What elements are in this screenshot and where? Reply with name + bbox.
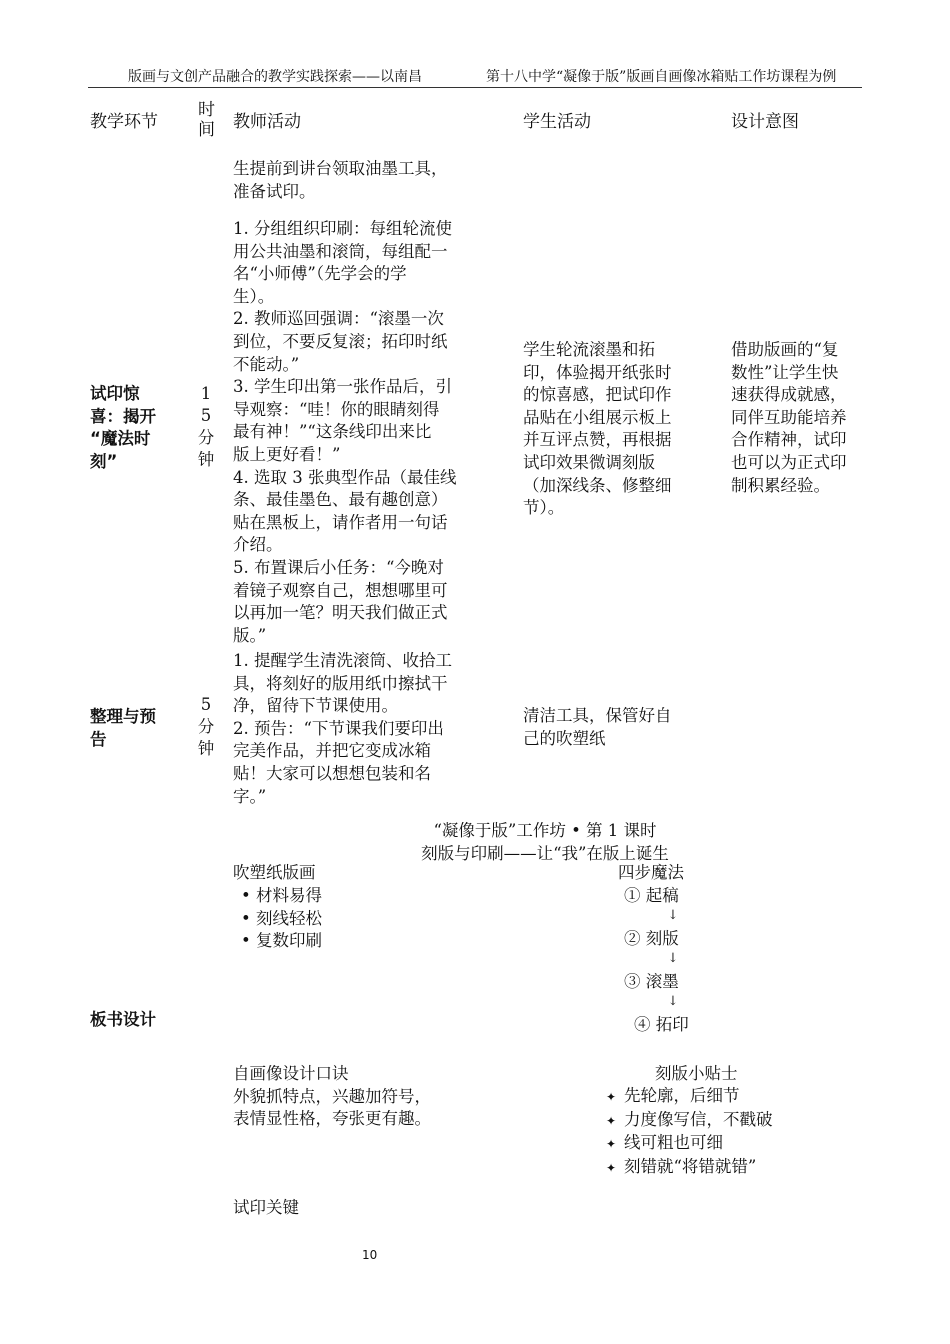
board-left-heading: 吹塑纸版画 (233, 863, 316, 882)
board-step-3: ③ 滚墨 (624, 972, 679, 991)
text-line: 3. 学生印出第一张作品后，引 (233, 377, 452, 397)
text-line: 不能动。” (233, 354, 300, 374)
bullet-icon: • (241, 908, 256, 928)
row-wrap-student (523, 705, 708, 750)
running-header-left: 版画与文创产品融合的教学实践探索——以南昌 (128, 69, 422, 85)
text-line: “魔法时 (90, 429, 151, 449)
text-line: 分 (197, 428, 215, 447)
text-line: 并互评点赞，再根据 (523, 430, 672, 450)
board-trial-key: 试印关键 (233, 1198, 299, 1217)
text-line: 制积累经验。 (731, 475, 830, 495)
text-line: 版上更好看！” (233, 444, 341, 464)
board-step-1: ① 起稿 (624, 886, 679, 905)
list-item-label: 线可粗也可细 (624, 1133, 723, 1153)
text-line: （加深线条、修整细 (523, 475, 672, 495)
arrow-down-icon: ↓ (667, 994, 679, 1009)
text-line: 贴在黑板上，请作者用一句话 (233, 512, 448, 532)
text-line: 最有神！”“这条线印出来比 (233, 422, 432, 442)
board-left-list (241, 885, 322, 953)
row-trial-stage (90, 383, 156, 473)
row-wrap-stage (90, 706, 156, 751)
row-board-stage: 板书设计 (90, 1010, 156, 1029)
row-trial-time (196, 383, 216, 471)
text-line: 己的吹塑纸 (523, 728, 606, 748)
text-line: 5 (200, 695, 212, 714)
page-number: 10 (362, 1248, 378, 1262)
board-motto (233, 1063, 431, 1131)
text-line: 字。” (233, 786, 267, 806)
text-line: 表情显性格，夸张更有趣。 (233, 1109, 431, 1129)
text-line: 2. 预告：“下节课我们要印出 (233, 718, 444, 738)
list-item (241, 885, 322, 908)
text-line: 4. 选取 3 张典型作品（最佳线 (233, 467, 457, 487)
board-motto-heading: 自画像设计口诀 (233, 1064, 349, 1083)
text-line: 节）。 (523, 498, 565, 518)
list-item-label: 刻错就“将错就错” (624, 1156, 757, 1176)
arrow-down-icon: ↓ (667, 908, 679, 923)
board-tips-list (606, 1085, 773, 1179)
text-line: 借助版画的“复 (731, 340, 839, 359)
text-line: 速获得成就感， (731, 385, 847, 405)
col-header-teacher: 教师活动 (233, 112, 301, 132)
text-line: 版。” (233, 625, 267, 645)
col-header-stage: 教学环节 (90, 112, 158, 132)
text-line: 1. 分组组织印刷：每组轮流使 (233, 219, 452, 238)
row-wrap-time (196, 694, 216, 760)
list-item (606, 1132, 773, 1156)
text-line: 喜：揭开 (90, 406, 156, 426)
text-line: 生）。 (233, 286, 275, 306)
list-item-label: 材料易得 (255, 886, 322, 905)
text-line: 净，留待下节课使用。 (233, 696, 398, 716)
col-header-student: 学生活动 (523, 112, 591, 132)
text-line: 5 (200, 406, 212, 425)
list-item (241, 930, 322, 953)
text-line: 1 (200, 384, 212, 403)
text-line: 介绍。 (233, 535, 283, 555)
col-header-time-line: 时 (198, 100, 215, 120)
text-line: 试印惊 (90, 384, 140, 403)
list-item-label: 先轮廓，后细节 (624, 1086, 740, 1105)
text-line: 准备试印。 (233, 181, 316, 201)
text-line: 名“小师傅”（先学会的学 (233, 264, 407, 284)
board-steps-heading: 四步魔法 (618, 863, 684, 882)
text-line: 刻” (90, 451, 118, 471)
text-line: 以再加一笔？明天我们做正式 (233, 603, 448, 623)
board-tips-heading: 刻版小贴士 (655, 1064, 738, 1083)
col-header-time-line: 间 (198, 120, 215, 140)
text-line: 1. 提醒学生清洗滚筒、收拾工 (233, 651, 452, 670)
board-title (340, 820, 750, 865)
text-line: 导观察：“哇！你的眼睛刻得 (233, 399, 440, 419)
text-line: 同伴互助能培养 (731, 407, 847, 427)
star-bullet-icon: ✦ (606, 1137, 617, 1152)
list-item (241, 908, 322, 931)
star-bullet-icon: ✦ (606, 1160, 617, 1175)
board-step-2: ② 刻版 (624, 929, 679, 948)
text-line: 到位，不要反复滚；拓印时纸 (233, 331, 448, 351)
text-line: 告 (90, 729, 107, 749)
text-line: 学生轮流滚墨和拓 (523, 340, 655, 359)
text-line: 也可以为正式印 (731, 452, 847, 472)
text-line: 外貌抓特点，兴趣加符号， (233, 1086, 431, 1106)
text-line: 着镜子观察自己，想想哪里可 (233, 580, 448, 600)
text-line: 钟 (197, 450, 215, 469)
text-line: 品贴在小组展示板上 (523, 407, 672, 427)
continuation-teacher (233, 158, 503, 203)
row-trial-intent (731, 339, 881, 497)
text-line: 生提前到讲台领取油墨工具， (233, 159, 448, 178)
board-step-4: ④ 拓印 (634, 1015, 689, 1034)
text-line: 具，将刻好的版用纸巾擦拭干 (233, 673, 448, 693)
arrow-down-icon: ↓ (667, 951, 679, 966)
text-line: 贴！大家可以想想包装和名 (233, 763, 431, 783)
running-header-right: 第十八中学“凝像于版”版画自画像冰箱贴工作坊课程为例 (486, 69, 837, 85)
col-header-time (198, 100, 215, 140)
bullet-icon: • (241, 931, 256, 951)
text-line: 完美作品，并把它变成冰箱 (233, 741, 431, 761)
star-bullet-icon: ✦ (606, 1090, 617, 1104)
bullet-icon: • (241, 886, 256, 905)
text-line: 2. 教师巡回强调：“滚墨一次 (233, 309, 444, 329)
text-line: 分 (197, 717, 215, 736)
text-line: 数性”让学生快 (731, 362, 839, 382)
text-line: 的惊喜感，把试印作 (523, 385, 672, 405)
star-bullet-icon: ✦ (606, 1113, 617, 1128)
list-item (606, 1085, 773, 1109)
text-line: 条、最佳墨色、最有趣创意） (233, 490, 448, 510)
list-item-label: 复数印刷 (255, 931, 322, 951)
board-title-line: “凝像于版”工作坊 • 第 1 课时 (433, 821, 657, 840)
text-line: 合作精神，试印 (731, 430, 847, 450)
text-line: 清洁工具，保管好自 (523, 706, 672, 725)
col-header-intent: 设计意图 (731, 112, 799, 132)
text-line: 用公共油墨和滚筒，每组配一 (233, 241, 448, 261)
text-line: 5. 布置课后小任务：“今晚对 (233, 557, 444, 577)
text-line: 整理与预 (90, 707, 156, 726)
row-wrap-teacher (233, 650, 508, 808)
list-item (606, 1156, 773, 1180)
list-item-label: 力度像写信，不戳破 (624, 1109, 773, 1129)
list-item (606, 1109, 773, 1133)
row-trial-student (523, 339, 708, 520)
board-title-line: 刻版与印刷——让“我”在版上诞生 (421, 843, 669, 863)
text-line: 试印效果微调刻版 (523, 452, 655, 472)
text-line: 印，体验揭开纸张时 (523, 362, 672, 382)
header-rule (88, 87, 862, 88)
row-trial-teacher (233, 218, 508, 647)
text-line: 钟 (197, 739, 215, 758)
list-item-label: 刻线轻松 (255, 908, 322, 928)
